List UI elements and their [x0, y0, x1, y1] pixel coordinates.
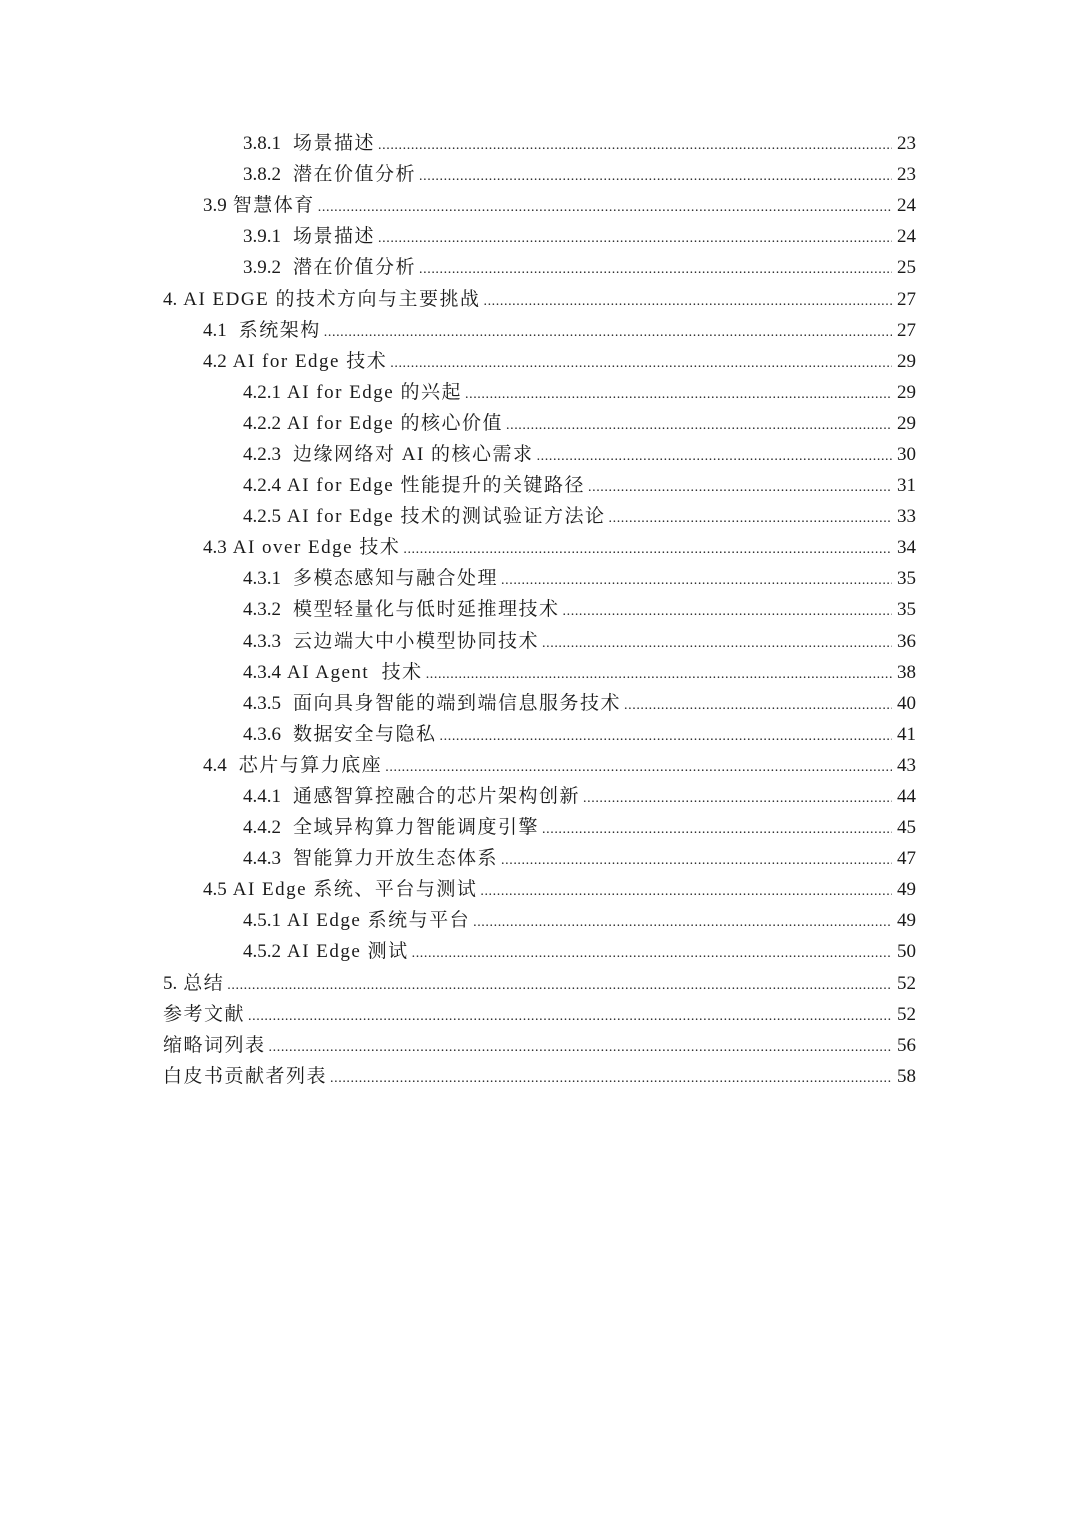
- toc-entry-22[interactable]: [0, 781, 1080, 812]
- toc-entry-2[interactable]: [0, 159, 1080, 190]
- toc-entry-title: 智慧体育: [232, 195, 315, 217]
- toc-entry-title: 场景描述: [293, 226, 376, 248]
- toc-entry-page: 30: [897, 443, 916, 465]
- toc-entry-title: AI Edge 系统、平台与测试: [232, 879, 478, 901]
- toc-entry-28[interactable]: [0, 968, 1080, 999]
- toc-entry-number: 3.8.2: [243, 164, 281, 186]
- toc-entry-page: 36: [897, 630, 916, 652]
- toc-dot-leader: [378, 130, 892, 161]
- toc-entry-page: 27: [897, 288, 916, 310]
- toc-entry-11[interactable]: [0, 439, 1080, 470]
- toc-entry-23[interactable]: [0, 812, 1080, 843]
- toc-entry-number: 4.4.1: [243, 786, 281, 808]
- toc-entry-page: 56: [897, 1034, 916, 1056]
- toc-entry-10[interactable]: [0, 408, 1080, 439]
- toc-entry-8[interactable]: [0, 346, 1080, 377]
- toc-entry-24[interactable]: [0, 843, 1080, 874]
- toc-entry-page: 44: [897, 786, 916, 808]
- toc-entry-12[interactable]: [0, 470, 1080, 501]
- toc-dot-leader: [330, 1063, 892, 1094]
- toc-entry-title: AI for Edge 技术: [232, 350, 388, 372]
- toc-entry-19[interactable]: [0, 688, 1080, 719]
- toc-dot-leader: [542, 814, 892, 845]
- toc-dot-leader: [501, 565, 892, 596]
- toc-dot-leader: [378, 223, 892, 254]
- toc-entry-page: 43: [897, 754, 916, 776]
- toc-dot-leader: [390, 348, 892, 379]
- toc-dot-leader: [419, 161, 892, 192]
- toc-entry-number: 3.9.1: [243, 226, 281, 248]
- toc-entry-number: 4.3.2: [243, 599, 281, 621]
- toc-entry-page: 52: [897, 972, 916, 994]
- toc-entry-7[interactable]: [0, 315, 1080, 346]
- toc-entry-title: 边缘网络对 AI 的核心需求: [293, 443, 534, 465]
- toc-entry-number: 4.3.3: [243, 630, 281, 652]
- toc-entry-title: 参考文献: [163, 1003, 246, 1025]
- toc-entry-page: 29: [897, 381, 916, 403]
- toc-entry-page: 34: [897, 537, 916, 559]
- toc-dot-leader: [537, 441, 892, 472]
- toc-entry-page: 50: [897, 941, 916, 963]
- toc-entry-page: 24: [897, 195, 916, 217]
- toc-entry-1[interactable]: [0, 128, 1080, 159]
- toc-dot-leader: [583, 783, 892, 814]
- toc-entry-29[interactable]: [0, 999, 1080, 1030]
- toc-entry-number: 4.2: [203, 350, 227, 372]
- toc-dot-leader: [465, 379, 892, 410]
- toc-entry-number: 4.5: [203, 879, 227, 901]
- toc-entry-title: 数据安全与隐私: [293, 723, 437, 745]
- toc-entry-number: 4.: [163, 288, 178, 310]
- toc-entry-title: AI Agent 技术: [287, 661, 423, 683]
- toc-entry-17[interactable]: [0, 626, 1080, 657]
- toc-entry-title: AI over Edge 技术: [232, 537, 401, 559]
- toc-entry-number: 4.4.2: [243, 817, 281, 839]
- toc-entry-number: 4.3.5: [243, 692, 281, 714]
- toc-entry-title: 场景描述: [293, 133, 376, 155]
- toc-entry-title: 云边端大中小模型协同技术: [293, 630, 540, 652]
- toc-dot-leader: [426, 659, 892, 690]
- toc-entry-title: 通感智算控融合的芯片架构创新: [293, 786, 581, 808]
- toc-entry-title: AI for Edge 的兴起: [287, 381, 462, 403]
- toc-entry-page: 29: [897, 412, 916, 434]
- toc-entry-number: 3.9.2: [243, 257, 281, 279]
- toc-entry-title: 白皮书贡献者列表: [163, 1065, 328, 1087]
- toc-dot-leader: [248, 1001, 892, 1032]
- toc-entry-16[interactable]: [0, 594, 1080, 625]
- toc-entry-25[interactable]: [0, 874, 1080, 905]
- toc-entry-page: 29: [897, 350, 916, 372]
- toc-entry-title: 系统架构: [238, 319, 321, 341]
- toc-entry-number: 4.3.4: [243, 661, 281, 683]
- toc-entry-title: AI Edge 测试: [287, 941, 409, 963]
- toc-entry-page: 27: [897, 319, 916, 341]
- toc-entry-page: 58: [897, 1065, 916, 1087]
- toc-entry-31[interactable]: [0, 1061, 1080, 1092]
- toc-dot-leader: [563, 596, 892, 627]
- toc-entry-title: 全域异构算力智能调度引擎: [293, 817, 540, 839]
- toc-entry-title: 模型轻量化与低时延推理技术: [293, 599, 560, 621]
- toc-dot-leader: [269, 1032, 892, 1063]
- toc-entry-14[interactable]: [0, 532, 1080, 563]
- toc-entry-3[interactable]: [0, 190, 1080, 221]
- toc-entry-title: 缩略词列表: [163, 1034, 266, 1056]
- toc-dot-leader: [318, 192, 892, 223]
- toc-dot-leader: [473, 907, 892, 938]
- toc-entry-title: 多模态感知与融合处理: [293, 568, 499, 590]
- toc-entry-page: 25: [897, 257, 916, 279]
- toc-entry-page: 23: [897, 164, 916, 186]
- toc-entry-number: 4.5.2: [243, 941, 281, 963]
- toc-dot-leader: [324, 317, 892, 348]
- toc-entry-title: 潜在价值分析: [293, 164, 417, 186]
- toc-entry-number: 3.9: [203, 195, 227, 217]
- toc-entry-title: AI Edge 系统与平台: [287, 910, 471, 932]
- toc-entry-title: AI for Edge 技术的测试验证方法论: [287, 506, 606, 528]
- toc-entry-number: 4.2.1: [243, 381, 281, 403]
- toc-entry-5[interactable]: [0, 252, 1080, 283]
- toc-entry-number: 4.4.3: [243, 848, 281, 870]
- toc-entry-page: 33: [897, 506, 916, 528]
- toc-entry-4[interactable]: [0, 221, 1080, 252]
- toc-entry-number: 4.3: [203, 537, 227, 559]
- toc-dot-leader: [227, 970, 892, 1001]
- toc-dot-leader: [440, 721, 892, 752]
- toc-dot-leader: [412, 938, 892, 969]
- toc-entry-title: 芯片与算力底座: [238, 754, 383, 776]
- toc-dot-leader: [506, 410, 892, 441]
- toc-dot-leader: [480, 876, 892, 907]
- toc-entry-page: 40: [897, 692, 916, 714]
- toc-entry-number: 4.3.1: [243, 568, 281, 590]
- toc-dot-leader: [483, 286, 892, 317]
- toc-entry-title: 总结: [183, 972, 225, 994]
- toc-entry-18[interactable]: [0, 657, 1080, 688]
- toc-dot-leader: [624, 690, 892, 721]
- toc-entry-number: 4.2.4: [243, 475, 281, 497]
- toc-entry-page: 23: [897, 133, 916, 155]
- toc-entry-number: 4.2.3: [243, 443, 281, 465]
- toc-entry-page: 49: [897, 910, 916, 932]
- toc-entry-title: 智能算力开放生态体系: [293, 848, 499, 870]
- toc-entry-6[interactable]: [0, 283, 1080, 314]
- toc-entry-number: 4.2.2: [243, 412, 281, 434]
- toc-entry-page: 41: [897, 723, 916, 745]
- toc-dot-leader: [501, 845, 892, 876]
- toc-entry-page: 45: [897, 817, 916, 839]
- toc-dot-leader: [542, 628, 892, 659]
- toc-dot-leader: [609, 503, 893, 534]
- toc-entry-title: 潜在价值分析: [293, 257, 417, 279]
- toc-entry-page: 24: [897, 226, 916, 248]
- toc-entry-number: 4.1: [203, 319, 227, 341]
- table-of-contents: [0, 128, 1080, 1092]
- toc-entry-number: 5.: [163, 972, 178, 994]
- toc-entry-30[interactable]: [0, 1030, 1080, 1061]
- toc-entry-page: 38: [897, 661, 916, 683]
- toc-entry-number: 3.8.1: [243, 133, 281, 155]
- toc-entry-27[interactable]: [0, 936, 1080, 967]
- toc-entry-number: 4.4: [203, 754, 227, 776]
- toc-entry-title: 面向具身智能的端到端信息服务技术: [293, 692, 622, 714]
- toc-entry-page: 52: [897, 1003, 916, 1025]
- toc-dot-leader: [403, 534, 892, 565]
- toc-dot-leader: [588, 472, 892, 503]
- toc-entry-page: 49: [897, 879, 916, 901]
- toc-entry-page: 35: [897, 568, 916, 590]
- toc-entry-26[interactable]: [0, 905, 1080, 936]
- toc-entry-15[interactable]: [0, 563, 1080, 594]
- toc-entry-page: 35: [897, 599, 916, 621]
- toc-entry-title: AI EDGE 的技术方向与主要挑战: [183, 288, 481, 310]
- toc-entry-title: AI for Edge 的核心价值: [287, 412, 503, 434]
- toc-entry-page: 47: [897, 848, 916, 870]
- toc-entry-title: AI for Edge 性能提升的关键路径: [287, 475, 585, 497]
- toc-entry-9[interactable]: [0, 377, 1080, 408]
- toc-dot-leader: [419, 254, 892, 285]
- toc-entry-21[interactable]: [0, 750, 1080, 781]
- toc-entry-number: 4.2.5: [243, 506, 281, 528]
- toc-entry-number: 4.5.1: [243, 910, 281, 932]
- toc-entry-13[interactable]: [0, 501, 1080, 532]
- toc-entry-number: 4.3.6: [243, 723, 281, 745]
- toc-dot-leader: [385, 752, 892, 783]
- toc-entry-page: 31: [897, 475, 916, 497]
- toc-entry-20[interactable]: [0, 719, 1080, 750]
